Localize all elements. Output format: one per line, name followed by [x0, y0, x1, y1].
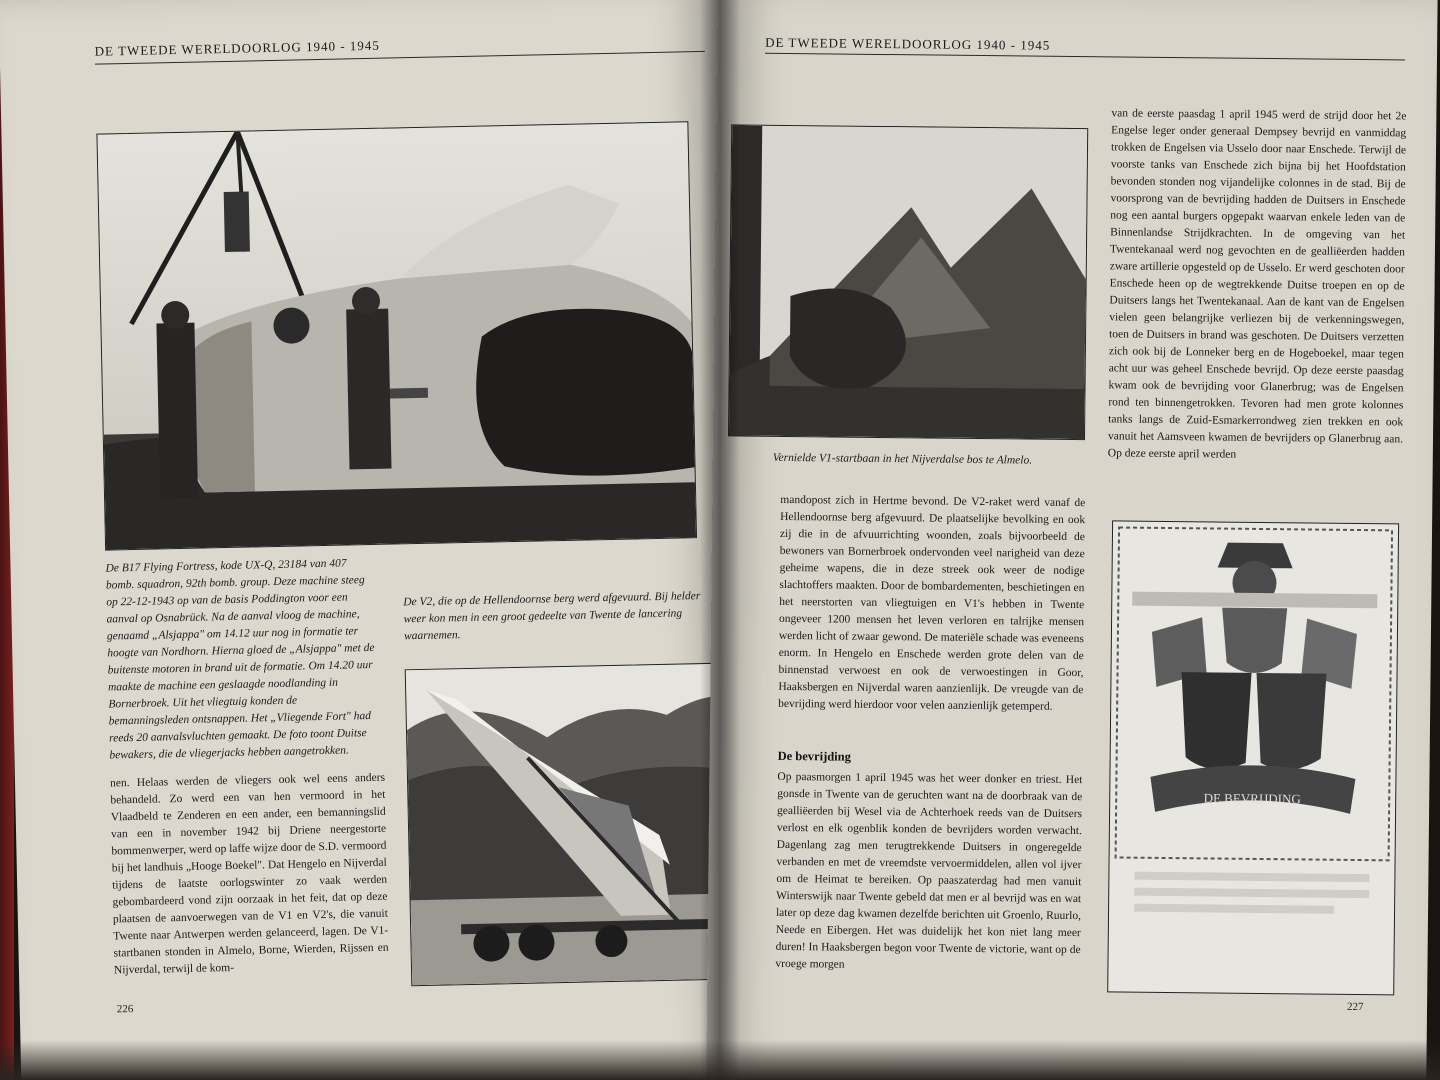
certificate-banner-text: DE BEVRIJDING	[1203, 790, 1301, 807]
left-running-head: DE TWEEDE WERELDOORLOG 1940 - 1945	[94, 37, 380, 59]
v2-photo-caption: De V2, die op de Hellendoornse berg werd afgevuurd. Bij helder weer kon men in een groot gedeelte van Twente de lancering waarnemen.	[403, 590, 701, 643]
v1-launch-ramp-photo	[728, 124, 1088, 440]
right-column-top-text: van de eerste paasdag 1 april 1945 werd de strijd door het 2e Engelse leger onder generaal Dempsey bevrijd en vanmiddag trokken de Engelsen via Usselo door naar Enschede. Terwijl de voorste tanks van Enschede zich bijna bij het Hoofdstation bevonden stonden nog vijandelijke colonnes in de stad. Bij de voorsprong van de bevrijding hadden de Duitsers in Enschede nog een aantal burgers opgepakt waarvan enkele leden van de Binnenlandse Strijdkrachten. In de omgeving van het Twentekanaal werd nog gevochten en de gealliëerden hadden zware artillerie opgesteld op de Usselo. Er werd geschoten door Enschede heen op de wegtrekkende Duitse troepen en op de Duitsers langs het Twentekanaal. Aan de kant van de Engelsen vielen geen belangrijke verliezen bij de verkenningswegen, toen de Duitsers in brand was geschoten. De Duitsers verzetten zich ook bij de Lonneker berg en de Hogeboekel, maar tegen acht uur was geheel Enschede bevrijd. Op deze eerste paasdag kwam ook de bevrijding voor Glanerbrug; was de Engelsen rond ten binnengetrokken. Tevoren had men grote kolonnes tanks langs de Zuid-Esmarkerrondweg zien trekken en ook vanuit het Aamsveen kwamen de bevrijders op Glanerbrug aan. Op deze eerste april werden	[1107, 107, 1407, 461]
table-edge	[0, 1040, 1440, 1080]
b17-bomber-photo	[96, 121, 697, 550]
book-gutter-shadow	[700, 0, 740, 1080]
liberation-certificate-image	[1107, 520, 1399, 995]
v1-ramp-caption: Vernielde V1-startbaan in het Nijverdalse bos te Almelo.	[772, 451, 1033, 467]
right-body-bottom-text: Op paasmorgen 1 april 1945 was het weer donker en triest. Het gonsde in Twente van de geruchten want na de doorbraak van de gealliëerden bij Wesel via de Achterhoek reeds van de Duitsers verlost en elk ogenblik konden de bevrijders worden verwacht. Dagenlang zag men terugtrekkende Duitsers in ongeregelde verbanden en met de vreemdste vervoermiddelen, allen vol ijver om de Heimat te bereiken. Op paaszaterdag had men vanuit Winterswijk naar Twente gebeld dat men er al bevrijd was en wat later op deze dag kwamen dezelfde berichten uit Groenlo, Ruurlo, Neede en Eibergen. Het was duidelijk het kon niet lang meer duren! In Haaksbergen begon voor Twente de victorie, want op de vroege morgen	[775, 770, 1083, 971]
left-body-text: nen. Helaas werden de vliegers ook wel eens anders behandeld. Zo werd een van hen vermoord in het Vlaadbeld te Zenderen en een ander, een bemanningslid van een in november 1942 bij Driene neergestorte bommenwerper, werd op laffe wijze door de S.D. vermoord bij het landhuis „Hooge Boekel". Dat Hengelo en Nijverdal tijdens de laatste oorlogswinter zo vaak werden gebombardeerd vond zijn oorzaak in het feit, dat op deze plaatsen de aanvoerwegen van de V1 en V2's, die vanuit Twente naar Antwerpen werden gelanceerd, lagen. De V1-startbanen stonden in Almelo, Borne, Wierden, Rijssen en Nijverdal, terwijl de kom-	[109, 771, 389, 977]
right-header-rule	[765, 53, 1405, 61]
right-page-number: 227	[1346, 1000, 1364, 1014]
left-page-number: 226	[116, 1003, 134, 1016]
right-page	[706, 0, 1438, 1080]
right-running-head: DE TWEEDE WERELDOORLOG 1940 - 1945	[765, 34, 1051, 53]
section-heading-bevrijding: De bevrijding	[777, 748, 851, 764]
certificate-illustration	[1108, 521, 1398, 994]
v1-ramp-illustration	[729, 125, 1087, 439]
right-body-mid-text: mandopost zich in Hertme bevond. De V2-raket werd vanaf de Hellendoornse berg afgevuurd. De plaatselijke bevolking en ook zij die in de afvuurrichting woonden, zoals bijvoorbeeld de bewoners van Bornerbroek ondervonden veel narigheid van deze geheime wapens, die in deze streek ook weer de nodige slachtoffers maakten. Door de bombardementen, beschietingen en het neerstorten van vliegtuigen en V1's hebben in Twente ongeveer 1200 mensen het leven verloren en talrijke mensen werden licht of zwaar gewond. De materiële schade was eveneens enorm. In Hengelo en Enschede werden grote delen van de binnenstad verwoest en ook de verwoestingen in Goor, Haaksbergen en Nijverdal waren aanzienlijk. De vreugde van de bevrijding werd hierdoor voor velen aanzienlijk getemperd.	[778, 493, 1086, 713]
b17-photo-caption: De B17 Flying Fortress, kode UX-Q, 23184 van 407 bomb. squadron, 92th bomb. group. Deze machine steeg op 22-12-1943 op van de basis Poddington voor een aanval op Osnabrück. Na de aanval vloog de machine, genaamd „Alsjappa" om 14.12 uur nog in formatie ter hoogte van Nordhorn. Hierna gloed de „Alsjappa" met de buitenste motoren in brand uit de formatie. Om 14.20 uur maakte de machine een geslaagde noodlanding in Bornerbroek. Uit het vliegtuig konden de bemanningsleden ontsnappen. Het „Vliegende Fort" had reeds 20 aanvalsvluchten gemaakt. De foto toont Duitse bewakers, die de vliegerjacks hebben aangetrokken.	[105, 557, 375, 762]
b17-bomber-illustration	[97, 122, 696, 549]
